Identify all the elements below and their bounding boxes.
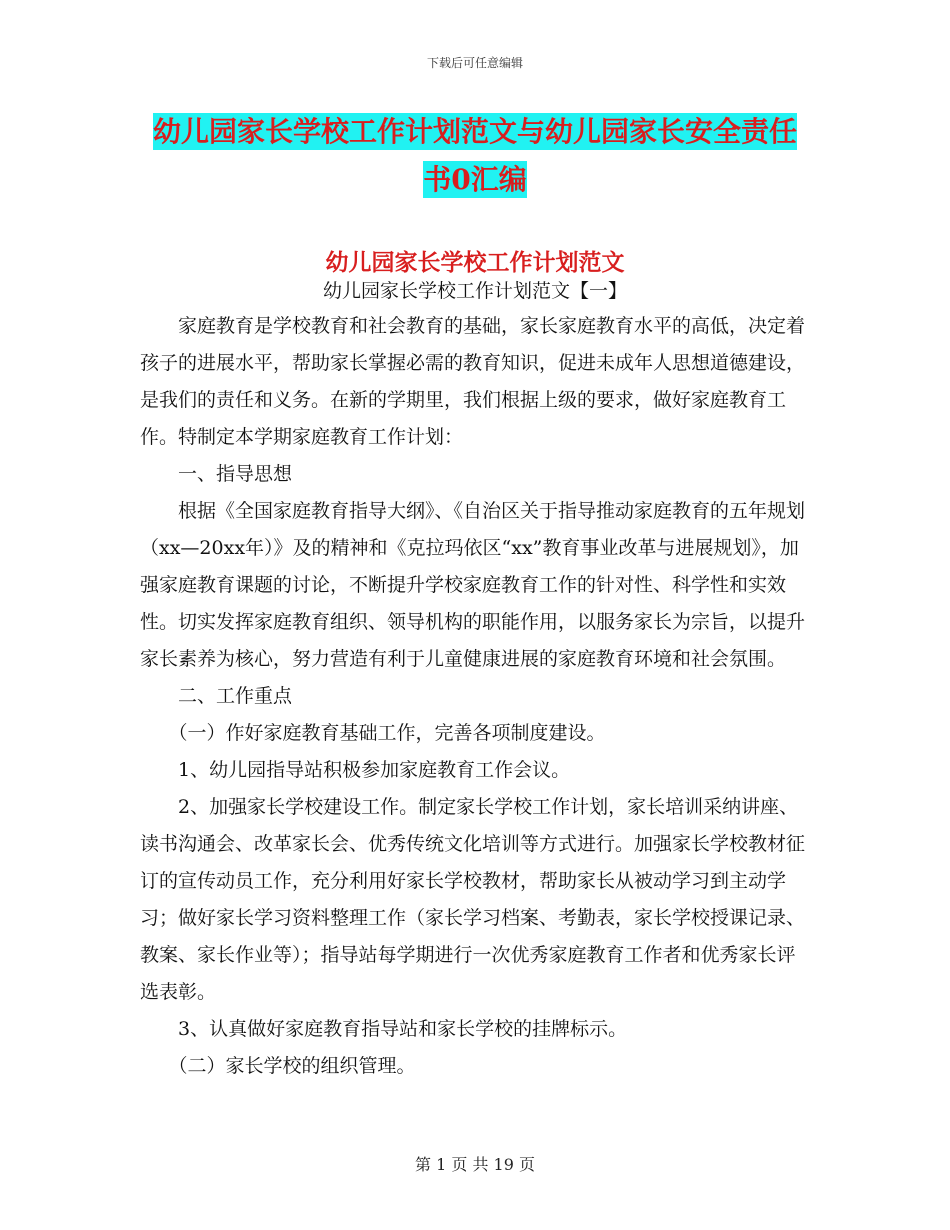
paragraph-item-2: 2、加强家长学校建设工作。制定家长学校工作计划，家长培训采纳讲座、读书沟通会、改革家长会、优秀传统文化培训等方式进行。加强家长学校教材征订的宣传动员工作，充分利用好家长学校教材，帮助家长从被动学习到主动学习；做好家长学习资料整理工作（家长学习档案、考勤表，家长学校授课记录、教案、家长作业等）；指导站每学期进行一次优秀家庭教育工作者和优秀家长评选表彰。 [140,796,806,1003]
document-title [140,108,810,204]
section-subtitle: 幼儿园家长学校工作计划范文【一】 [322,280,627,302]
document-title-line2: 书0汇编 [423,163,527,196]
document-body [140,308,810,1085]
paragraph-item-1: 1、幼儿园指导站积极参加家庭教育工作会议。 [178,759,571,781]
paragraph-intro: 家庭教育是学校教育和社会教育的基础，家长家庭教育水平的高低，决定着孩子的进展水平，帮助家长掌握必需的教育知识，促进未成年人思想道德建设，是我们的责任和义务。在新的学期里，我们根据上级的要求，做好家庭教育工作。特制定本学期家庭教育工作计划： [140,315,806,448]
subheading-organization: （二）家长学校的组织管理。 [168,1055,416,1077]
paragraph-guiding-ideology: 根据《全国家庭教育指导大纲》、《自治区关于指导推动家庭教育的五年规划（xx—20xx年）》及的精神和《克拉玛依区“xx”教育事业改革与进展规划》，加强家庭教育课题的讨论，不断提升学校家庭教育工作的针对性、科学性和实效性。切实发挥家庭教育组织、领导机构的职能作用，以服务家长为宗旨，以提升家长素养为核心，努力营造有利于儿童健康进展的家庭教育环境和社会氛围。 [140,500,806,670]
paragraph-item-3: 3、认真做好家庭教育指导站和家长学校的挂牌标示。 [178,1018,628,1040]
section-title: 幼儿园家长学校工作计划范文 [325,249,625,276]
heading-guiding-ideology: 一、指导思想 [178,463,293,485]
heading-work-focus: 二、工作重点 [178,685,293,707]
page-footer: 第 1 页 共 19 页 [415,1155,535,1174]
header-note: 下载后可任意编辑 [426,56,523,70]
document-title-line1: 幼儿园家长学校工作计划范文与幼儿园家长安全责任 [152,115,797,148]
subheading-basic-work: （一）作好家庭教育基础工作，完善各项制度建设。 [168,722,606,744]
